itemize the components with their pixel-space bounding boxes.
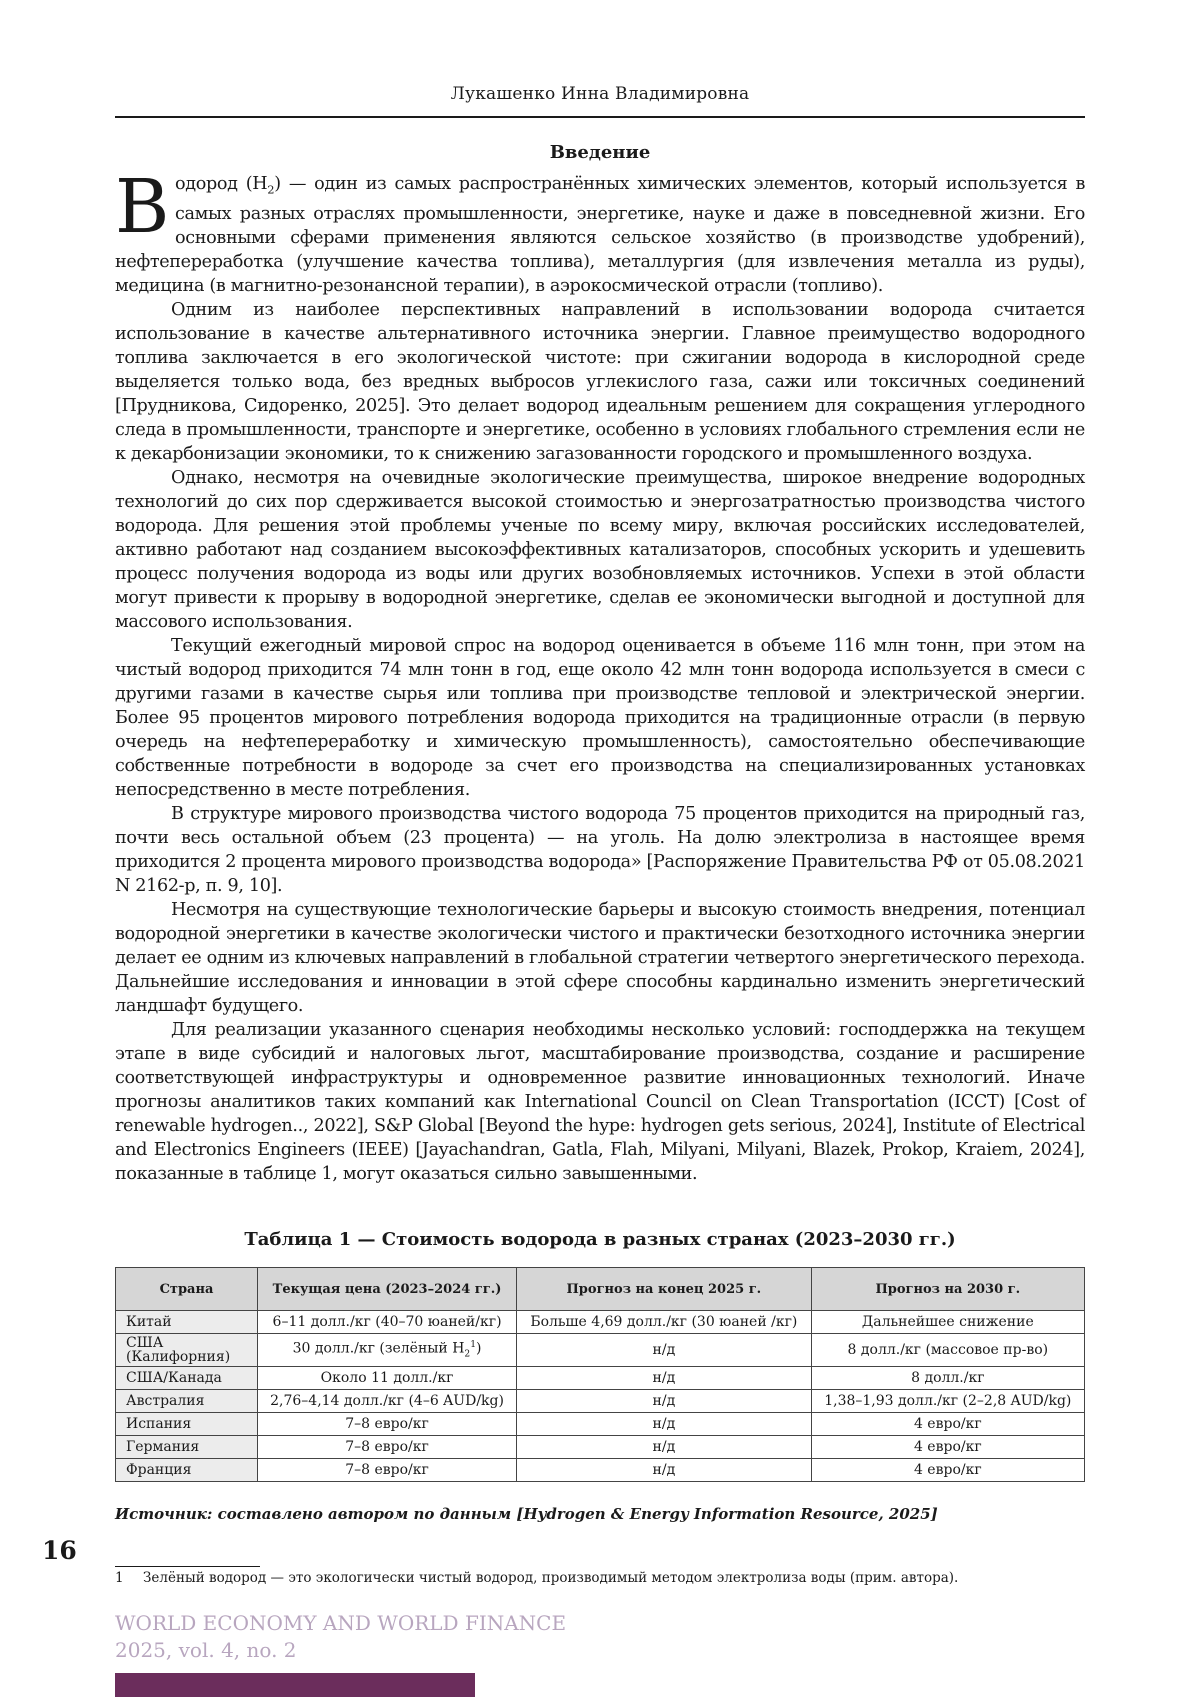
table-cell: 6–11 долл./кг (40–70 юаней/кг) — [258, 1311, 517, 1334]
hydrogen-price-table — [115, 1267, 1085, 1482]
country-cell: Франция — [116, 1459, 258, 1482]
table-row — [116, 1413, 1085, 1436]
paragraph-5: В структуре мирового производства чистого водорода 75 процентов приходится на природный газ, почти весь остальной объем (23 процента) — на уголь. На долю электролиза в настоящее время приходится 2 процента мирового производства водорода» [Распоряжение Правительства РФ от 05.08.2021 N 2162-р, п. 9, 10]. — [115, 802, 1085, 898]
footnote-number: 1 — [115, 1570, 143, 1586]
usa-price-text: 30 долл./кг (зелёный H — [293, 1340, 465, 1356]
table-cell: Дальнейшее снижение — [811, 1311, 1084, 1334]
header-forecast-2025: Прогноз на конец 2025 г. — [517, 1268, 812, 1311]
footnote-ref: 1 — [470, 1340, 476, 1350]
country-cell: Китай — [116, 1311, 258, 1334]
paragraph-3: Однако, несмотря на очевидные экологические преимущества, широкое внедрение водородных технологий до сих пор сдерживается высокой стоимостью и энергозатратностью производства чистого водорода. Для решения этой проблемы ученые по всему миру, включая российских исследователей, активно работают над созданием высокоэффективных катализаторов, способных ускорить и удешевить процесс получения водорода из воды или других возобновляемых источников. Успехи в этой области могут привести к прорыву в водородной энергетике, сделав ее экономически выгодной и доступной для массового использования. — [115, 466, 1085, 634]
page-number: 16 — [42, 1536, 77, 1565]
table-cell: н/д — [517, 1367, 812, 1390]
journal-issue: 2025, vol. 4, no. 2 — [115, 1637, 566, 1664]
table-cell: 7–8 евро/кг — [258, 1459, 517, 1482]
table-row — [116, 1334, 1085, 1367]
h2-subscript: 2 — [267, 183, 274, 197]
table-row — [116, 1459, 1085, 1482]
table-row — [116, 1390, 1085, 1413]
drop-cap: В — [115, 176, 169, 238]
bottom-color-bar — [115, 1673, 475, 1697]
table-title: Таблица 1 — Стоимость водорода в разных странах (2023–2030 гг.) — [115, 1229, 1085, 1250]
footnote-rule — [115, 1566, 260, 1567]
table-header-row — [116, 1268, 1085, 1311]
table-cell: н/д — [517, 1459, 812, 1482]
table-row — [116, 1311, 1085, 1334]
table-cell: 8 долл./кг (массовое пр-во) — [811, 1334, 1084, 1367]
header-forecast-2030: Прогноз на 2030 г. — [811, 1268, 1084, 1311]
paragraph-7: Для реализации указанного сценария необходимы несколько условий: господдержка на текущем этапе в виде субсидий и налоговых льгот, масштабирование производства, создание и расширение соответствующей инфраструктуры и одновременное развитие инновационных технологий. Иначе прогнозы аналитиков таких компаний как International Council on Clean Transportation (ICCT) [Cost of renewable hydrogen.., 2022], S&P Global [Beyond the hype: hydrogen gets serious, 2024], Institute of Electrical and Electronics Engineers (IEEE) [Jayachandran, Gatla, Flah, Milyani, Milyani, Blazek, Prokop, Kraiem, 2024], показанные в таблице 1, могут оказаться сильно завышенными. — [115, 1018, 1085, 1186]
table-cell: н/д — [517, 1334, 812, 1367]
table-cell: 7–8 евро/кг — [258, 1413, 517, 1436]
running-head-author: Лукашенко Инна Владимировна — [115, 84, 1085, 104]
country-cell: Германия — [116, 1436, 258, 1459]
country-cell: Австралия — [116, 1390, 258, 1413]
table-cell: Около 11 долл./кг — [258, 1367, 517, 1390]
header-rule — [115, 116, 1085, 118]
journal-footer — [115, 1610, 566, 1664]
table-row — [116, 1436, 1085, 1459]
paragraph-6: Несмотря на существующие технологические барьеры и высокую стоимость внедрения, потенциал водородной энергетики в качестве экологически чистого и практически безотходного источника энергии делает ее одним из ключевых направлений в глобальной стратегии четвертого энергетического перехода. Дальнейшие исследования и инновации в этой сфере способны кардинально изменить энергетический ландшафт будущего. — [115, 898, 1085, 1018]
table-cell: 2,76–4,14 долл./кг (4–6 AUD/kg) — [258, 1390, 517, 1413]
table-cell-green-h2 — [258, 1334, 517, 1367]
body-text — [115, 172, 1085, 1186]
table-source-note: Источник: составлено автором по данным [Hydrogen & Energy Information Resource, 2025] — [115, 1505, 1085, 1523]
table-cell: н/д — [517, 1413, 812, 1436]
table-cell: 4 евро/кг — [811, 1413, 1084, 1436]
table-cell: н/д — [517, 1436, 812, 1459]
paragraph-1-text-b: ) — один из самых распространённых химических элементов, который используется в самых разных отраслях промышленности, энергетике, науке и даже в повседневной жизни. Его основными сферами применения являются сельское хозяйство (в производстве удобрений), нефтепереработка (улучшение качества топлива), металлургия (для извлечения металла из руды), медицина (в магнитно-резонансной терапии), в аэрокосмической отрасли (топливо). — [115, 174, 1085, 296]
table-cell: Больше 4,69 долл./кг (30 юаней /кг) — [517, 1311, 812, 1334]
country-cell: Испания — [116, 1413, 258, 1436]
table-cell: 8 долл./кг — [811, 1367, 1084, 1390]
table-cell: 1,38–1,93 долл./кг (2–2,8 AUD/kg) — [811, 1390, 1084, 1413]
header-country: Страна — [116, 1268, 258, 1311]
paragraph-2: Одним из наиболее перспективных направлений в использовании водорода считается использование в качестве альтернативного источника энергии. Главное преимущество водородного топлива заключается в его экологической чистоте: при сжигании водорода в кислородной среде выделяется только вода, без вредных выбросов углекислого газа, сажи или токсичных соединений [Прудникова, Сидоренко, 2025]. Это делает водород идеальным решением для сокращения углеродного следа в промышленности, транспорте и энергетике, особенно в условиях глобального стремления если не к декарбонизации экономики, то к снижению загазованности городского и промышленного воздуха. — [115, 298, 1085, 466]
paragraph-4: Текущий ежегодный мировой спрос на водород оценивается в объеме 116 млн тонн, при этом на чистый водород приходится 74 млн тонн в год, еще около 42 млн тонн водорода используется в смеси с другими газами в качестве сырья или топлива при производстве тепловой и электрической энергии. Более 95 процентов мирового потребления водорода приходится на традиционные отрасли (в первую очередь на нефтепереработку и химическую промышленность), самостоятельно обеспечивающие собственные потребности в водороде за счет его производства на специализированных установках непосредственно в месте потребления. — [115, 634, 1085, 802]
paragraph-1 — [115, 172, 1085, 298]
section-title: Введение — [115, 142, 1085, 163]
usa-h2-subscript: 2 — [464, 1349, 470, 1359]
table-cell: 4 евро/кг — [811, 1436, 1084, 1459]
country-cell: США (Калифорния) — [116, 1334, 258, 1367]
journal-name: WORLD ECONOMY AND WORLD FINANCE — [115, 1610, 566, 1637]
table-cell: 4 евро/кг — [811, 1459, 1084, 1482]
footnote — [115, 1570, 1085, 1586]
footnote-text: Зелёный водород — это экологически чистый водород, производимый методом электролиза воды (прим. автора). — [143, 1570, 958, 1586]
table-cell: н/д — [517, 1390, 812, 1413]
table-row — [116, 1367, 1085, 1390]
header-current-price: Текущая цена (2023–2024 гг.) — [258, 1268, 517, 1311]
paragraph-1-text-a: одород (H — [175, 174, 267, 194]
usa-price-tail: ) — [476, 1340, 481, 1356]
table-cell: 7–8 евро/кг — [258, 1436, 517, 1459]
country-cell: США/Канада — [116, 1367, 258, 1390]
